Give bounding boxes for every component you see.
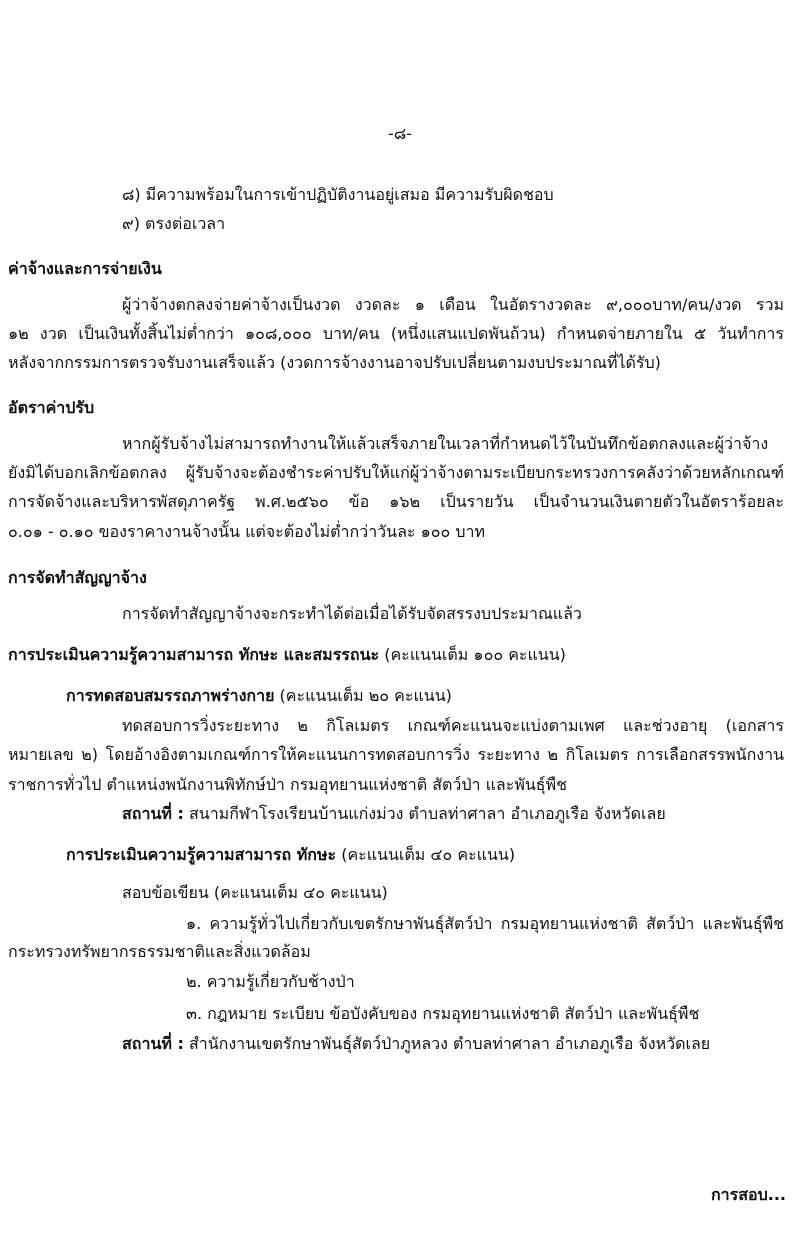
knowledge-item-2: ๒. ความรู้เกี่ยวกับช้างป่า (186, 972, 355, 991)
penalty-line-1: หากผู้รับจ้างไม่สามารถทำงานให้แล้วเสร็จภายในเวลาที่กำหนดไว้ในบันทึกข้อตกลงและผู้ว่าจ้าง (122, 434, 769, 453)
physical-place-label: สถานที่ : (122, 804, 184, 823)
knowledge-place-label: สถานที่ : (122, 1034, 184, 1053)
penalty-heading: อัตราค่าปรับ (8, 398, 95, 417)
knowledge-heading-note: (คะแนนเต็ม ๔๐ คะแนน) (341, 845, 516, 864)
physical-line-3: ราชการทั่วไป ตำแหน่งพนักงานพิทักษ์ป่า กรมอุทยานแห่งชาติ สัตว์ป่า และพันธุ์พืช (8, 775, 567, 794)
physical-heading: การทดสอบสมรรถภาพร่างกาย (66, 686, 275, 705)
page-number: -๘- (388, 124, 412, 143)
physical-line-1: ทดสอบการวิ่งระยะทาง ๒ กิโลเมตร เกณฑ์คะแนนจะแบ่งตามเพศ และช่วงอายุ (เอกสาร (122, 716, 784, 735)
evaluation-heading: การประเมินความรู้ความสามารถ ทักษะ และสมรรถนะ (8, 645, 380, 664)
physical-heading-line (66, 684, 452, 708)
knowledge-item-1: ๑. ความรู้ทั่วไปเกี่ยวกับเขตรักษาพันธุ์สัตว์ป่า กรมอุทยานแห่งชาติ สัตว์ป่า และพันธุ์พืช (186, 914, 784, 933)
list-item-9: ๙) ตรงต่อเวลา (122, 214, 226, 233)
knowledge-heading-line (66, 843, 515, 867)
knowledge-item-1-cont: กระทรวงทรัพยากรธรรมชาติและสิ่งแวดล้อม (8, 942, 311, 961)
evaluation-heading-note: (คะแนนเต็ม ๑๐๐ คะแนน) (384, 645, 566, 664)
knowledge-heading: การประเมินความรู้ความสามารถ ทักษะ (66, 845, 337, 864)
physical-line-2: หมายเลข ๒) โดยอ้างอิงตามเกณฑ์การให้คะแนนการทดสอบการวิ่ง ระยะทาง ๒ กิโลเมตร การเลือกสรรพนักงาน (8, 745, 784, 764)
penalty-line-4: ๐.๐๑ - ๐.๑๐ ของราคางานจ้างนั้น แต่จะต้องไม่ต่ำกว่าวันละ ๑๐๐ บาท (8, 522, 486, 541)
knowledge-place: สำนักงานเขตรักษาพันธุ์สัตว์ป่าภูหลวง ตำบลท่าศาลา อำเภอภูเรือ จังหวัดเลย (188, 1034, 711, 1053)
knowledge-place-line (122, 1032, 710, 1056)
list-item-8: ๘) มีความพร้อมในการเข้าปฏิบัติงานอยู่เสมอ มีความรับผิดชอบ (122, 185, 554, 204)
penalty-line-2: ยังมิได้บอกเลิกข้อตกลง ผู้รับจ้างจะต้องชำระค่าปรับให้แก่ผู้ว่าจ้างตามระเบียบกระทรวงการคลังว่าด้วยหลักเกณฑ์ (8, 463, 784, 482)
payment-line-3: หลังจากกรรมการตรวจรับงานเสร็จแล้ว (งวดการจ้างงานอาจปรับเปลี่ยนตามงบประมาณที่ได้รับ) (8, 353, 661, 372)
physical-place-line (122, 802, 666, 826)
contract-heading: การจัดทำสัญญาจ้าง (8, 568, 147, 587)
evaluation-heading-line (8, 643, 566, 667)
payment-line-2: ๑๒ งวด เป็นเงินทั้งสิ้นไม่ต่ำกว่า ๑๐๘,๐๐๐ บาท/คน (หนึ่งแสนแปดพันถ้วน) กำหนดจ่ายภายใน ๕ วันทำการ (8, 324, 784, 343)
footer-continued: การสอบ... (710, 1185, 786, 1204)
physical-heading-note: (คะแนนเต็ม ๒๐ คะแนน) (279, 686, 452, 705)
physical-place: สนามกีฬาโรงเรียนบ้านแก่งม่วง ตำบลท่าศาลา อำเภอภูเรือ จังหวัดเลย (188, 804, 666, 823)
penalty-line-3: การจัดจ้างและบริหารพัสดุภาครัฐ พ.ศ.๒๕๖๐ ข้อ ๑๖๒ เป็นรายวัน เป็นจำนวนเงินตายตัวในอัตราร้อยละ (8, 492, 784, 511)
payment-line-1: ผู้ว่าจ้างตกลงจ่ายค่าจ้างเป็นงวด งวดละ ๑ เดือน ในอัตรางวดละ ๙,๐๐๐บาท/คน/งวด รวม (122, 295, 784, 314)
contract-text: การจัดทำสัญญาจ้างจะกระทำได้ต่อเมื่อได้รับจัดสรรงบประมาณแล้ว (122, 604, 582, 623)
payment-heading: ค่าจ้างและการจ่ายเงิน (8, 259, 162, 278)
written-exam: สอบข้อเขียน (คะแนนเต็ม ๔๐ คะแนน) (122, 883, 388, 902)
knowledge-item-3: ๓. กฎหมาย ระเบียบ ข้อบังคับของ กรมอุทยานแห่งชาติ สัตว์ป่า และพันธุ์พืช (186, 1004, 700, 1023)
